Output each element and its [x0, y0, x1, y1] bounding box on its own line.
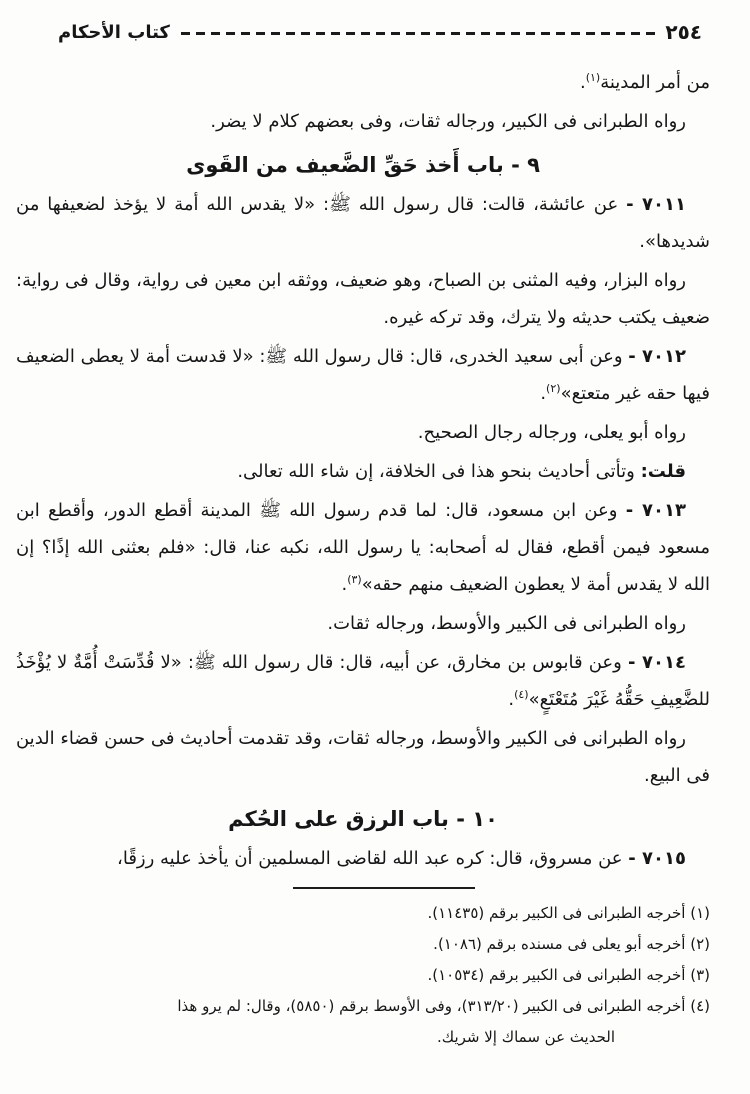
attribution-text: رواه الطبرانى فى الكبير والأوسط، ورجاله ثقات، وقد تقدمت أحاديث فى حسن قضاء الدين فى البيع. [15, 728, 710, 786]
footnote-ref-2: (٢) [546, 382, 561, 395]
hadith-7013 [16, 492, 710, 603]
hadith-7014-text: وعن قابوس بن مخارق، عن أبيه، قال: قال رسول الله ﷺ: «لا قُدِّسَتْ أُمَّةٌ لا يُؤْخَذُ للضَّعِيفِ حَقُّهُ غَيْرَ مُتَعْتَعٍ» [16, 652, 710, 710]
footnote-ref-3: (٣) [347, 573, 362, 586]
sentence-end: . [341, 574, 348, 595]
sentence-end: . [540, 383, 547, 404]
attribution-tabarani-awsat-1 [16, 605, 710, 642]
hadith-7012 [16, 338, 710, 412]
hadith-number-7012: ٧٠١٢ - [628, 346, 686, 367]
hadith-number-7014: ٧٠١٤ - [627, 652, 686, 673]
hadith-7013-text: وعن ابن مسعود، قال: لما قدم رسول الله ﷺ المدينة أقطع الدور، وأقطع ابن مسعود فيمن أقطع، فقال له أصحابه: يا رسول الله، نكبه عنا، قال: «فلم بعثنى الله إذًا؟ إن الله لا يقدس أمة لا يعطون الضعيف منهم حقه» [16, 500, 710, 595]
sentence-end: . [579, 72, 586, 93]
hadith-7012-text: وعن أبى سعيد الخدرى، قال: قال رسول الله ﷺ: «لا قدست أمة لا يعطى الضعيف فيها حقه غير متعتع» [16, 346, 710, 404]
hadith-7015-text: عن مسروق، قال: كره عبد الله لقاضى المسلمين أن يأخذ عليه رزقًا، [117, 848, 623, 869]
chapter-9-heading: ٩ - باب أَخذ حَقِّ الضَّعيف من القَوى [186, 153, 540, 177]
attribution-text: رواه أبو يعلى، ورجاله رجال الصحيح. [417, 422, 686, 443]
author-comment-text: وتأتى أحاديث بنحو هذا فى الخلافة، إن شاء الله تعالى. [237, 461, 635, 482]
hadith-7011-text: عن عائشة، قالت: قال رسول الله ﷺ: «لا يقدس الله أمة لا يؤخذ لضعيفها من شديدها». [16, 194, 710, 252]
book-title: كتاب الأحكام [58, 21, 170, 43]
attribution-abu-yala [16, 414, 710, 451]
header-dashed-rule [180, 32, 655, 35]
hadith-number-7015: ٧٠١٥ - [628, 848, 686, 869]
hadith-number-7011: ٧٠١١ - [626, 194, 686, 215]
attribution-bazzar [16, 262, 710, 336]
footnote-4-line-1: (٤) أخرجه الطبرانى فى الكبير (٣١٣/٢٠)، وفى الأوسط برقم (٥٨٥٠)، وقال: لم يرو هذا [177, 997, 710, 1015]
page-number: ٢٥٤ [665, 20, 702, 44]
footnote-divider [293, 887, 475, 889]
footnotes-section [16, 887, 710, 1053]
continuation-line [16, 64, 710, 101]
footnote-ref-4: (٤) [514, 688, 529, 701]
hadith-7011 [16, 186, 710, 260]
continuation-text: من أمر المدينة [600, 72, 710, 93]
hadith-7015 [16, 840, 710, 877]
chapter-10-heading: ١٠ - باب الرزق على الحُكم [228, 807, 498, 831]
attribution-tabarani-kabir [16, 103, 710, 140]
page-header [58, 20, 702, 44]
attribution-text: رواه الطبرانى فى الكبير والأوسط، ورجاله ثقات. [327, 613, 686, 634]
footnote-ref-1: (١) [585, 71, 601, 84]
footnote-2: (٢) أخرجه أبو يعلى فى مسنده برقم (١٠٨٦). [433, 935, 710, 953]
attribution-text: رواه الطبرانى فى الكبير، ورجاله ثقات، وفى بعضهم كلام لا يضر. [210, 111, 686, 132]
attribution-tabarani-awsat-2 [16, 720, 710, 794]
hadith-number-7013: ٧٠١٣ - [625, 500, 686, 521]
footnote-4-line-2: الحديث عن سماك إلا شريك. [437, 1028, 615, 1046]
attribution-text: رواه البزار، وفيه المثنى بن الصباح، وهو ضعيف، ووثقه ابن معين فى رواية، وقال فى رواية: ضعيف يكتب حديثه ولا يترك، وقد تركه غيره. [16, 270, 710, 328]
hadith-7014 [16, 644, 710, 718]
footnote-3: (٣) أخرجه الطبرانى فى الكبير برقم (١٠٥٣٤). [427, 966, 710, 984]
author-comment-lead: قلت: [640, 461, 686, 482]
author-comment [16, 453, 710, 490]
footnote-1: (١) أخرجه الطبرانى فى الكبير برقم (١١٤٣٥). [427, 904, 710, 922]
sentence-end: . [508, 689, 515, 710]
